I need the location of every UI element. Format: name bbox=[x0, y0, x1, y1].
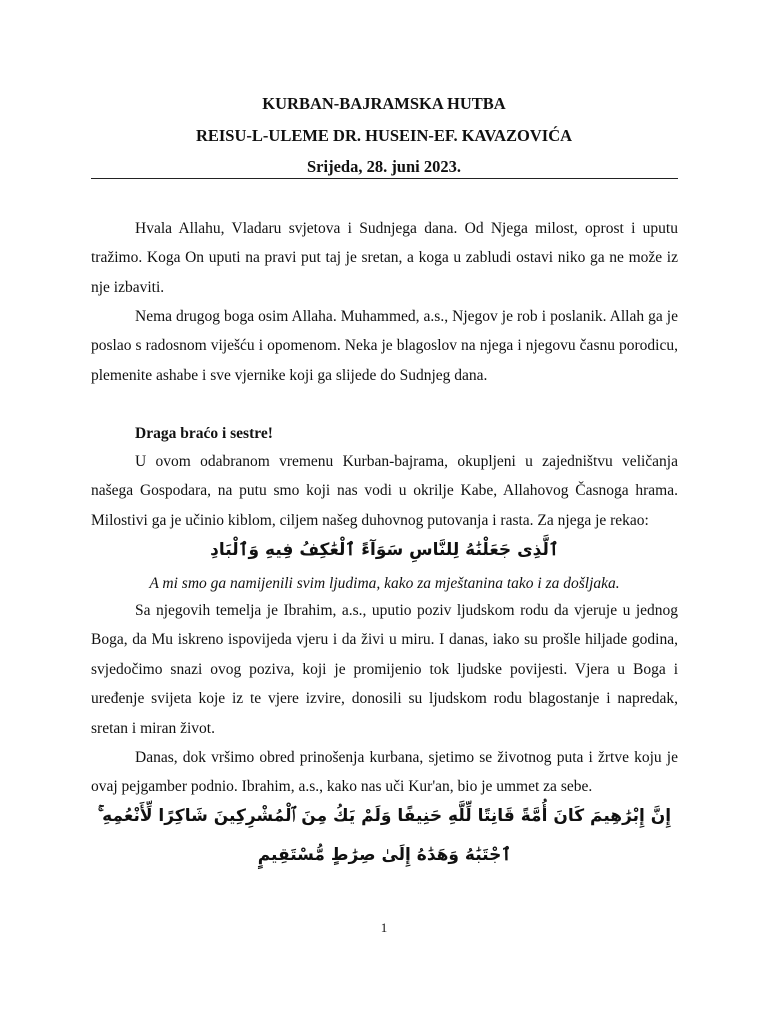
document-date: Srijeda, 28. juni 2023. bbox=[306, 157, 461, 176]
page-number: 1 bbox=[380, 920, 388, 935]
section-heading: Draga braćo i sestre! bbox=[135, 425, 273, 442]
paragraph-3: U ovom odabranom vremenu Kurban-bajrama, okupljeni u zajedništvu veličanja našega Gospodara, na putu smo koji nas vodi u okrilje Kabe, Allahovog Časnoga hrama. Milostivi ga je učinio kiblom, ciljem našeg duhovnog putovanja i rasta. Za njega je rekao: bbox=[91, 453, 678, 529]
paragraph-4: Sa njegovih temelja je Ibrahim, a.s., uputio poziv ljudskom rodu da vjeruje u jednog Boga, da Mu iskreno ispovijeda vjeru i da živi u miru. I danas, iako su prošle hiljade godina, svjedočimo snazi ovog poziva, koji je promijenio tok ljudske povijesti. Vjera u Boga i uređenje svijeta koje iz te vjere izvire, donosili su ljudskom rodu blagostanje i napredak, sretan i miran život. bbox=[91, 602, 678, 737]
verse-translation-1: A mi smo ga namijenili svim ljudima, kako za mještanina tako i za došljaka. bbox=[149, 575, 620, 592]
paragraph-1: Hvala Allahu, Vladaru svjetova i Sudnjega dana. Od Njega milost, oprost i uputu tražimo. Koga On uputi na pravi put taj je sretan, a koga u zabludi ostavi niko ga ne može iz nje izbaviti. bbox=[91, 220, 678, 296]
arabic-verse-3: ٱجْتَبَٰهُ وَهَدَٰهُ إِلَىٰ صِرَٰطٍ مُّسْتَقِيمٍ bbox=[257, 845, 512, 865]
document-author: REISU-L-ULEME DR. HUSEIN-EF. KAVAZOVIĆA bbox=[195, 126, 573, 145]
document-title: KURBAN-BAJRAMSKA HUTBA bbox=[262, 94, 506, 113]
arabic-verse-2: إِنَّ إِبْرَٰهِيمَ كَانَ أُمَّةً قَانِتًا لِّلَّهِ حَنِيفًا وَلَمْ يَكُ مِنَ ٱلْمُشْرِكِينَ شَاكِرًا لِّأَنْعُمِهِ ۚ bbox=[97, 806, 672, 826]
header-divider bbox=[91, 178, 678, 179]
paragraph-5: Danas, dok vršimo obred prinošenja kurbana, sjetimo se životnog puta i žrtve koju je ovaj pejgamber podnio. Ibrahim, a.s., kako nas uči Kur'an, bio je ummet za sebe. bbox=[91, 749, 678, 796]
paragraph-2: Nema drugog boga osim Allaha. Muhammed, a.s., Njegov je rob i poslanik. Allah ga je poslao s radosnom viješću i opomenom. Neka je blagoslov na njega i njegovu časnu porodicu, plemenite ashabe i sve vjernike koji ga slijede do Sudnjeg dana. bbox=[91, 308, 678, 384]
arabic-verse-1: ٱلَّذِى جَعَلْنَٰهُ لِلنَّاسِ سَوَآءً ٱلْعَٰكِفُ فِيهِ وَٱلْبَادِ bbox=[210, 540, 559, 560]
